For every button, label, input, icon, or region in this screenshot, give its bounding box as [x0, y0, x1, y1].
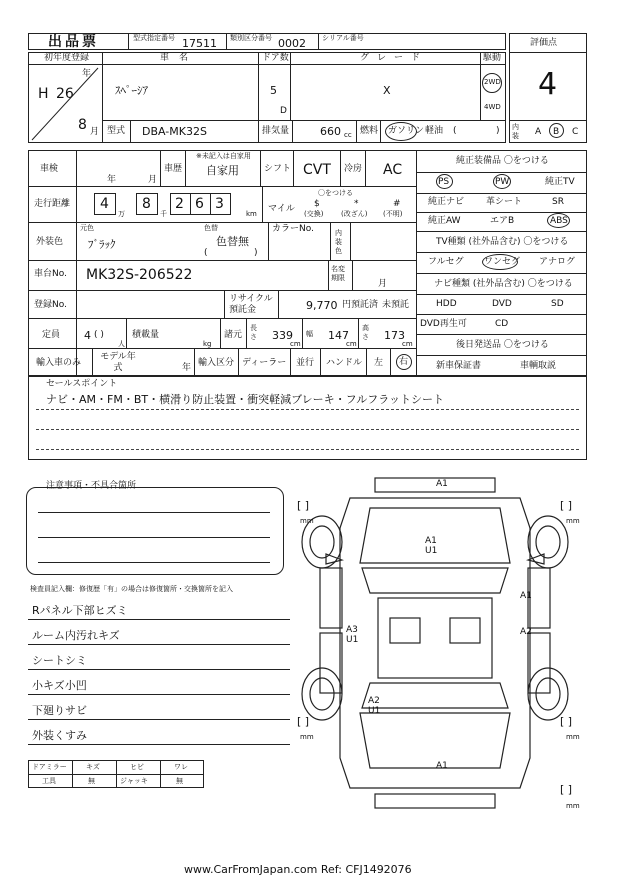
mileage-digit-5: 3: [215, 196, 224, 212]
width-value: 147: [328, 329, 349, 342]
equip-pw-circle: [493, 174, 511, 189]
reg-label: 登録No.: [34, 300, 67, 310]
mileage-digit-2: 8: [142, 196, 151, 212]
odo-unknown-text: (不明): [383, 210, 403, 218]
diagram-rear-bumper-note: A1: [436, 761, 448, 771]
tv-label: TV種類 (社外品含む) 〇をつける: [436, 237, 569, 247]
length-value: 339: [272, 329, 293, 342]
import-dealer: ディーラー: [242, 358, 287, 368]
fuel-gasoline: ガソリン: [388, 126, 425, 136]
tire-mm-fr: mm: [566, 517, 580, 525]
model-label: 型式: [107, 126, 126, 136]
diagram-front-bumper-note: A1: [436, 479, 448, 489]
diagram-roof-note: A3 U1: [346, 625, 359, 645]
equip-sr: SR: [552, 197, 564, 207]
dim-label: 諸元: [224, 330, 243, 340]
interior-label-2: 装: [512, 132, 519, 140]
length-label: 長さ: [250, 324, 257, 341]
docs-manual: 車輌取説: [520, 361, 557, 371]
genuine-label: 純正装備品 〇をつける: [456, 156, 549, 166]
sales-text: ナビ・AM・FM・BT・横滑り防止装置・衝突軽減ブレーキ・フルフラットシート: [46, 393, 444, 406]
tv-analog: アナログ: [539, 257, 576, 267]
tools-tool-value: 無: [88, 777, 95, 785]
footer-reference: www.CarFromJapan.com Ref: CFJ1492076: [184, 863, 412, 876]
grade-value: X: [383, 84, 391, 97]
score-value: 4: [538, 67, 558, 102]
handle-right: 右: [399, 357, 409, 367]
note-line-1: Rパネル下部ヒズミ: [32, 604, 128, 617]
height-label: 高さ: [362, 324, 369, 341]
diagram-right-front-note: A1: [520, 591, 532, 601]
name-change-label: 名変期限: [331, 265, 345, 282]
tools-jack-label: ジャッキ: [120, 777, 148, 785]
navi-hdd: HDD: [436, 299, 457, 309]
notes-label: 注意事項・不具合箇所: [46, 481, 137, 491]
car-diagram: [290, 468, 610, 818]
car-name-label: 車名: [160, 53, 199, 63]
sales-label: セールスポイント: [46, 379, 118, 389]
tire-mm-rl: mm: [300, 733, 314, 741]
displacement-label: 排気量: [262, 126, 290, 136]
first-reg-year-unit: 年: [82, 69, 92, 79]
use-value: 自家用: [206, 164, 239, 177]
model-value: DBA-MK32S: [142, 125, 207, 138]
note-line-4: 小キズ小凹: [32, 679, 87, 692]
ac-label: 冷房: [344, 164, 363, 174]
navi-dvd: DVD: [492, 299, 512, 309]
interior-color-label: 内装色: [335, 229, 342, 255]
tire-mm-fl: mm: [300, 517, 314, 525]
grade-label: グレード: [360, 53, 429, 63]
katashiki-number: 17511: [182, 37, 217, 50]
load-unit: kg: [203, 340, 212, 348]
equip-airbag: エアB: [490, 216, 515, 226]
serial-label: シリアル番号: [322, 34, 364, 42]
odo-swap-text: (交換): [304, 210, 324, 218]
handle-label: ハンドル: [326, 358, 363, 368]
color-change-label: 色替: [204, 224, 218, 232]
diagram-right-rear-note: A2: [520, 627, 532, 637]
recycle-unit: 円預託済: [342, 300, 379, 310]
mileage-km-unit: km: [246, 210, 257, 218]
navi-label: ナビ種類 (社外品含む) 〇をつける: [434, 279, 573, 289]
note-line-2: ルーム内汚れキズ: [32, 629, 120, 642]
use-note: ※未記入は自家用: [196, 152, 251, 160]
equip-abs-circle: [547, 213, 570, 228]
doors-value: 5: [270, 84, 277, 97]
shift-value: CVT: [303, 162, 331, 178]
height-value: 173: [384, 329, 405, 342]
car-name: ｽﾍﾟｰｼｱ: [115, 84, 148, 97]
equip-abs: ABS: [550, 216, 568, 226]
name-change-month: 月: [378, 279, 388, 289]
interior-b: B: [553, 127, 560, 137]
tire-bracket-spare: [ ]: [560, 783, 573, 796]
mileage-man-unit: 万: [118, 210, 125, 218]
navi-dvd-play: DVD再生可: [420, 319, 467, 329]
first-reg-month-unit: 月: [90, 127, 100, 137]
mileage-digit-1: 4: [100, 196, 109, 212]
shaken-month-unit: 月: [148, 175, 158, 185]
color-paren-close: ): [254, 248, 258, 258]
tools-header-1: ドアミラー: [32, 763, 67, 771]
fuel-label: 燃料: [360, 126, 379, 136]
color-paren-open: (: [204, 248, 208, 258]
tv-oneseg: ワンセグ: [484, 257, 521, 267]
tire-bracket-fl: [ ]: [297, 499, 310, 512]
mileage-sen-unit: 千: [160, 210, 167, 218]
import-label: 輸入車のみ: [36, 358, 82, 368]
interior-label-1: 内: [512, 123, 519, 131]
tire-bracket-fr: [ ]: [560, 499, 573, 512]
equip-pw: PW: [495, 177, 510, 187]
width-unit: cm: [346, 340, 357, 348]
tools-header-2: キズ: [86, 763, 100, 771]
color-value: ﾌﾞﾗｯｸ: [88, 238, 116, 251]
recycle-not: 未預託: [382, 300, 410, 310]
first-reg-month: 8: [78, 117, 87, 133]
handle-left: 左: [374, 358, 384, 368]
equip-ps: PS: [438, 177, 450, 187]
import-parallel: 並行: [296, 358, 315, 368]
navi-sd: SD: [551, 299, 564, 309]
mileage-label: 走行距離: [34, 199, 71, 209]
tools-header-3: ヒビ: [130, 763, 144, 771]
capacity-value: 4: [84, 329, 91, 342]
ac-value: AC: [383, 162, 403, 178]
exterior-label: 外装色: [36, 237, 64, 247]
color-change-value: 色替無: [216, 235, 249, 248]
first-reg-year: 26: [56, 86, 74, 102]
recycle-label: リサイクル預託金: [229, 294, 273, 315]
chassis-label: 車台No.: [34, 269, 67, 279]
tools-tool-label: 工具: [42, 777, 56, 785]
doors-label: ドア数: [262, 53, 289, 63]
tire-mm-rr: mm: [566, 733, 580, 741]
ruibetsu-number: 0002: [278, 37, 306, 50]
equip-aw: 純正AW: [428, 216, 461, 226]
capacity-paren: ( ): [94, 330, 104, 340]
width-label: 幅: [306, 330, 313, 338]
use-label: 車歴: [164, 164, 183, 174]
mile-label: マイル: [268, 204, 295, 214]
import-type-label: 輸入区分: [198, 358, 235, 368]
docs-label: 後日発送品 〇をつける: [456, 340, 549, 350]
inspector-note: 検査員記入欄：修復歴「有」の場合は修復箇所・交換箇所を記入: [30, 585, 233, 593]
recycle-value: 9,770: [306, 299, 338, 312]
tire-bracket-rr: [ ]: [560, 715, 573, 728]
height-unit: cm: [402, 340, 413, 348]
interior-c: C: [572, 127, 579, 137]
odo-tamper-mark: *: [354, 199, 359, 209]
ruibetsu-label: 類別区分番号: [230, 34, 272, 42]
note-line-6: 外装くすみ: [32, 729, 87, 742]
tv-oneseg-circle: [482, 254, 521, 270]
docs-warranty: 新車保証書: [436, 361, 482, 371]
shaken-label: 車検: [40, 164, 59, 174]
color-code-label: カラーNo.: [272, 224, 314, 234]
diesel-paren-close: ): [496, 126, 500, 136]
tools-header-4: ワレ: [174, 763, 188, 771]
displacement-value: 660: [320, 125, 341, 138]
shaken-year-unit: 年: [107, 175, 117, 185]
score-label: 評価点: [530, 38, 558, 48]
mileage-digit-4: 6: [195, 196, 204, 212]
note-line-5: 下廻りサビ: [32, 704, 87, 717]
equip-leather: 革シート: [486, 197, 523, 207]
equip-tv: 純正TV: [545, 177, 575, 187]
odo-unknown-mark: #: [393, 199, 401, 209]
navi-cd: CD: [495, 319, 509, 329]
model-year-label: モデル年式: [100, 352, 136, 373]
equip-ps-circle: [436, 174, 453, 189]
diagram-hatch-note: A2 U1: [368, 696, 381, 716]
orig-color-label: 元色: [80, 224, 94, 232]
chassis-value: MK32S-206522: [86, 267, 193, 283]
drive-2wd: 2WD: [484, 78, 501, 86]
drive-4wd: 4WD: [484, 103, 501, 111]
odo-swap-mark: $: [314, 199, 320, 209]
tire-bracket-rl: [ ]: [297, 715, 310, 728]
interior-a: A: [535, 127, 542, 137]
load-label: 積載量: [132, 330, 160, 340]
doors-d: D: [280, 106, 287, 116]
displacement-unit: cc: [344, 131, 352, 139]
note-line-3: シートシミ: [32, 654, 87, 667]
shift-label: シフト: [264, 164, 292, 174]
form-title: 出品票: [48, 34, 99, 50]
capacity-unit: 人: [118, 340, 125, 348]
mileage-hint: 〇をつける: [318, 189, 353, 197]
katashiki-label: 型式指定番号: [133, 34, 175, 42]
odo-tamper-text: (改ざん): [341, 210, 368, 218]
mileage-digit-3: 2: [175, 196, 184, 212]
drive-label: 駆動: [483, 53, 502, 63]
equip-navi: 純正ナビ: [428, 197, 465, 207]
capacity-label: 定員: [42, 330, 61, 340]
first-reg-era: H: [38, 86, 49, 102]
diagram-hood-note: A1 U1: [425, 536, 438, 556]
tire-mm-spare: mm: [566, 802, 580, 810]
tools-jack-value: 無: [176, 777, 183, 785]
first-reg-label: 初年度登録: [44, 53, 90, 63]
model-year-unit: 年: [182, 363, 192, 373]
diesel-label: 軽油: [425, 126, 444, 136]
tv-fullseg: フルセグ: [428, 257, 464, 267]
diesel-paren-open: (: [453, 126, 457, 136]
length-unit: cm: [290, 340, 301, 348]
